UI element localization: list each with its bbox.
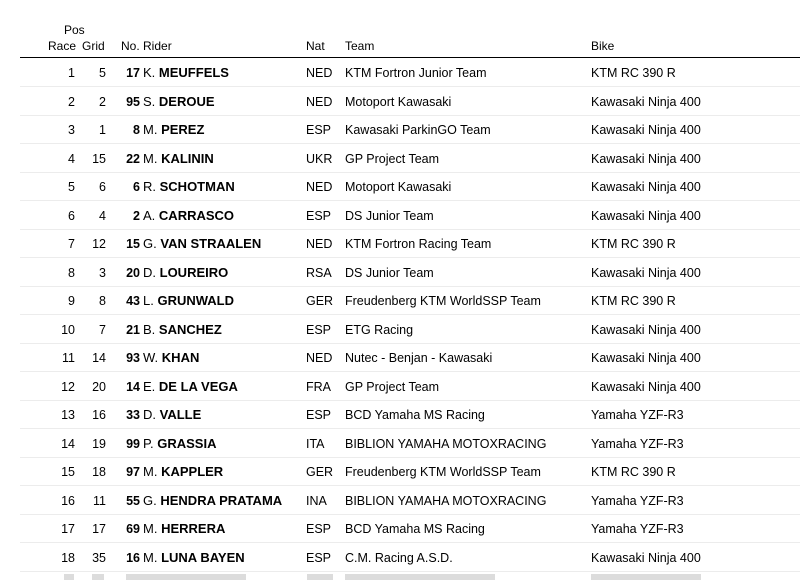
rider-number: 95 <box>126 94 140 109</box>
rider-surname: GRASSIA <box>157 435 217 451</box>
grid-position: 35 <box>92 550 106 565</box>
rider-initial: M. <box>143 464 158 479</box>
team-name: BCD Yamaha MS Racing <box>345 522 485 536</box>
rider-name <box>143 493 282 508</box>
nationality: NED <box>306 237 333 251</box>
team-name: Nutec - Benjan - Kawasaki <box>345 351 493 365</box>
rider-name <box>143 236 261 251</box>
rider-name <box>143 208 234 223</box>
table-row <box>0 544 800 572</box>
table-row <box>0 116 800 144</box>
rider-name <box>143 322 222 337</box>
rider-number: 99 <box>126 436 140 451</box>
rider-initial: D. <box>143 264 156 280</box>
rider-number: 43 <box>126 294 140 308</box>
grid-position: 17 <box>92 522 106 536</box>
table-row <box>0 373 800 401</box>
team-name: Freudenberg KTM WorldSSP Team <box>345 294 541 308</box>
rider-initial: E. <box>143 378 156 394</box>
rider-number: 21 <box>126 322 140 337</box>
rider-surname: KHAN <box>161 350 200 365</box>
rider-number: 93 <box>126 351 140 365</box>
nationality: NED <box>306 94 333 109</box>
rider-initial: G. <box>143 236 157 251</box>
race-position: 7 <box>68 237 75 251</box>
row-divider <box>20 571 800 572</box>
table-row <box>0 515 800 543</box>
table-row <box>0 230 800 258</box>
rider-surname: CARRASCO <box>158 207 235 223</box>
team-name: DS Junior Team <box>345 208 434 223</box>
grid-position: 18 <box>92 465 106 479</box>
rider-number: 15 <box>126 237 140 251</box>
table-row <box>0 259 800 287</box>
bike-model: Kawasaki Ninja 400 <box>591 550 701 565</box>
race-position: 12 <box>61 379 75 394</box>
grid-position: 11 <box>93 493 106 508</box>
nationality: ESP <box>306 408 332 422</box>
table-row <box>0 145 800 173</box>
team-name: Motoport Kawasaki <box>345 180 452 194</box>
table-row <box>0 287 800 315</box>
grid-position: 4 <box>99 208 106 223</box>
rider-number: 22 <box>126 151 140 166</box>
header-bike: Bike <box>591 39 615 53</box>
race-position: 15 <box>61 465 75 479</box>
header-nat: Nat <box>306 39 325 53</box>
team-name: Kawasaki ParkinGO Team <box>345 123 491 137</box>
rider-initial: G. <box>143 492 157 508</box>
bike-model: Kawasaki Ninja 400 <box>591 180 701 194</box>
race-position: 16 <box>61 493 75 508</box>
rider-initial: M. <box>143 549 158 565</box>
rider-initial: P. <box>143 435 154 451</box>
race-position: 1 <box>68 66 75 80</box>
rider-surname: HERRERA <box>161 521 226 536</box>
race-position: 3 <box>68 123 75 137</box>
rider-number: 69 <box>126 522 140 536</box>
grid-position: 3 <box>99 265 106 280</box>
grid-position: 20 <box>92 379 106 394</box>
table-row <box>0 401 800 429</box>
rider-initial: A. <box>143 207 156 223</box>
grid-position: 19 <box>92 436 106 451</box>
rider-surname: VALLE <box>159 407 202 422</box>
table-row <box>0 430 800 458</box>
nationality: ESP <box>306 208 332 223</box>
rider-number: 16 <box>126 550 140 565</box>
nationality: NED <box>306 351 333 365</box>
race-position: 6 <box>68 208 75 223</box>
rider-surname: KALININ <box>161 150 214 166</box>
bike-model: Yamaha YZF-R3 <box>591 408 684 422</box>
nationality: INA <box>306 493 327 508</box>
team-name: BIBLION YAMAHA MOTOXRACING <box>345 436 547 451</box>
rider-surname: MEUFFELS <box>158 65 229 80</box>
grid-position: 6 <box>99 180 106 194</box>
header-race: Race <box>48 39 77 53</box>
grid-position: 7 <box>99 322 106 337</box>
race-position: 17 <box>61 522 75 536</box>
rider-number: 14 <box>126 379 140 394</box>
header-no-rider: No. Rider <box>121 39 172 53</box>
nationality: RSA <box>306 265 332 280</box>
nationality: NED <box>306 180 333 194</box>
race-position: 14 <box>61 436 75 451</box>
bike-model: Yamaha YZF-R3 <box>591 436 684 451</box>
team-name: Motoport Kawasaki <box>345 94 452 109</box>
rider-initial: M. <box>143 122 158 137</box>
rider-surname: HENDRA PRATAMA <box>160 492 283 508</box>
team-name: ETG Racing <box>345 322 414 337</box>
bike-model: KTM RC 390 R <box>591 294 676 308</box>
bike-model: Kawasaki Ninja 400 <box>591 265 701 280</box>
rider-initial: M. <box>143 150 158 166</box>
rider-name <box>143 265 228 280</box>
nationality: ITA <box>306 436 325 451</box>
rider-surname: DEROUE <box>158 93 215 109</box>
rider-initial: S. <box>143 93 156 109</box>
rider-number: 33 <box>126 408 140 422</box>
race-position: 18 <box>61 550 75 565</box>
nationality: ESP <box>306 550 332 565</box>
race-position: 13 <box>61 408 75 422</box>
header-team: Team <box>345 39 375 53</box>
rider-number: 2 <box>133 208 140 223</box>
bike-model: KTM RC 390 R <box>591 66 676 80</box>
rider-number: 6 <box>133 180 140 194</box>
race-position: 4 <box>68 151 75 166</box>
rider-name <box>143 350 199 365</box>
nationality: NED <box>306 66 333 80</box>
grid-position: 1 <box>99 123 106 137</box>
bike-model: Kawasaki Ninja 400 <box>591 379 701 394</box>
race-position: 11 <box>62 351 75 365</box>
rider-number: 55 <box>126 493 140 508</box>
team-name: Freudenberg KTM WorldSSP Team <box>345 465 541 479</box>
rider-surname: PEREZ <box>161 122 205 137</box>
grid-position: 2 <box>99 94 106 109</box>
table-row <box>0 458 800 486</box>
rider-initial: K. <box>143 65 156 80</box>
rider-name <box>143 407 201 422</box>
rider-initial: D. <box>143 407 156 422</box>
table-row <box>0 202 800 230</box>
header-grid: Grid <box>82 39 105 53</box>
table-row <box>0 173 800 201</box>
nationality: ESP <box>306 123 332 137</box>
clipped-header-text <box>0 0 800 5</box>
bike-model: Yamaha YZF-R3 <box>591 522 684 536</box>
grid-position: 12 <box>92 237 106 251</box>
rider-name <box>143 94 215 109</box>
race-position: 10 <box>61 322 75 337</box>
team-name: GP Project Team <box>345 379 440 394</box>
team-name: GP Project Team <box>345 151 440 166</box>
rider-initial: W. <box>143 350 159 365</box>
team-name: KTM Fortron Racing Team <box>345 237 492 251</box>
rider-surname: LOUREIRO <box>159 264 229 280</box>
rider-name <box>143 521 225 536</box>
rider-surname: SCHOTMAN <box>159 179 235 194</box>
rider-surname: DE LA VEGA <box>158 378 238 394</box>
race-position: 8 <box>68 265 75 280</box>
rider-initial: B. <box>143 321 156 337</box>
grid-position: 14 <box>92 351 106 365</box>
rider-name <box>143 122 204 137</box>
rider-surname: KAPPLER <box>161 464 224 479</box>
nationality: ESP <box>306 322 332 337</box>
table-row <box>0 344 800 372</box>
rider-number: 20 <box>126 265 140 280</box>
rider-name <box>143 379 238 394</box>
rider-name <box>143 436 216 451</box>
rider-name <box>143 65 229 80</box>
table-row <box>0 316 800 344</box>
grid-position: 16 <box>92 408 106 422</box>
rider-number: 8 <box>133 123 140 137</box>
nationality: ESP <box>306 522 332 536</box>
table-row <box>0 88 800 116</box>
rider-surname: VAN STRAALEN <box>160 236 262 251</box>
bike-model: Kawasaki Ninja 400 <box>591 151 701 166</box>
team-name: DS Junior Team <box>345 265 434 280</box>
grid-position: 5 <box>99 66 106 80</box>
rider-number: 17 <box>126 66 140 80</box>
nationality: GER <box>306 465 334 479</box>
grid-position: 8 <box>99 294 106 308</box>
grid-position: 15 <box>92 151 106 166</box>
bike-model: Yamaha YZF-R3 <box>591 493 684 508</box>
rider-surname: LUNA BAYEN <box>161 549 245 565</box>
nationality: UKR <box>306 151 333 166</box>
clipped-next-row <box>0 574 800 580</box>
table-row <box>0 59 800 87</box>
team-name: KTM Fortron Junior Team <box>345 66 487 80</box>
rider-initial: R. <box>143 179 156 194</box>
rider-name <box>143 151 214 166</box>
team-name: C.M. Racing A.S.D. <box>345 550 453 565</box>
race-position: 2 <box>68 94 75 109</box>
race-position: 9 <box>68 294 75 308</box>
rider-initial: L. <box>143 293 154 308</box>
nationality: GER <box>306 294 334 308</box>
bike-model: KTM RC 390 R <box>591 237 676 251</box>
bike-model: Kawasaki Ninja 400 <box>591 94 701 109</box>
rider-number: 97 <box>126 465 140 479</box>
rider-name <box>143 550 245 565</box>
rider-surname: SANCHEZ <box>158 321 222 337</box>
rider-name <box>143 464 223 479</box>
nationality: FRA <box>306 379 331 394</box>
bike-model: KTM RC 390 R <box>591 465 676 479</box>
bike-model: Kawasaki Ninja 400 <box>591 208 701 223</box>
table-row <box>0 487 800 515</box>
race-position: 5 <box>68 180 75 194</box>
bike-model: Kawasaki Ninja 400 <box>591 351 701 365</box>
bike-model: Kawasaki Ninja 400 <box>591 123 701 137</box>
team-name: BIBLION YAMAHA MOTOXRACING <box>345 493 547 508</box>
team-name: BCD Yamaha MS Racing <box>345 408 485 422</box>
bike-model: Kawasaki Ninja 400 <box>591 322 701 337</box>
rider-name <box>143 179 235 194</box>
header-pos: Pos <box>64 23 85 37</box>
rider-initial: M. <box>143 521 158 536</box>
header-divider <box>20 57 800 58</box>
rider-name <box>143 293 234 308</box>
rider-surname: GRUNWALD <box>157 293 235 308</box>
